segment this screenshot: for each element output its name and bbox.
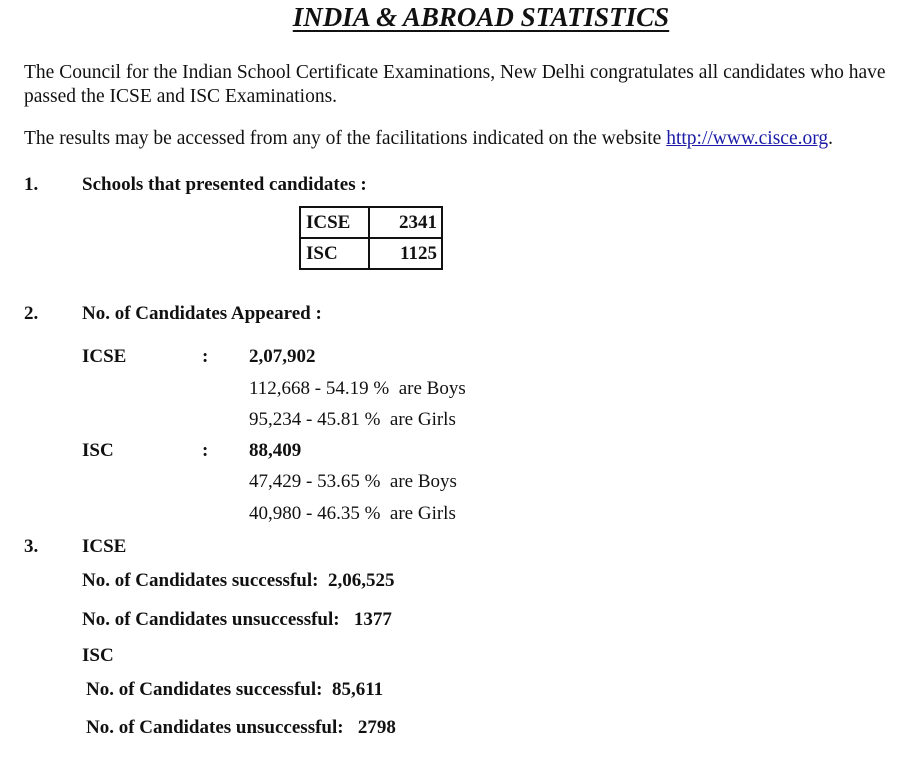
isc-successful: No. of Candidates successful: 85,611: [86, 679, 384, 700]
icse-girls-stat: 95,234 - 45.81 % are Girls: [249, 409, 456, 430]
results-text: The results may be accessed from any of the facilitations indicated on the website: [24, 128, 667, 149]
table-cell-count: 2341: [369, 207, 442, 238]
icse-appeared-label: ICSE: [82, 346, 127, 367]
section-2-heading: No. of Candidates Appeared :: [82, 303, 322, 324]
section-1-heading: Schools that presented candidates :: [82, 174, 367, 195]
isc-results-label: ISC: [82, 645, 114, 666]
page-title: INDIA & ABROAD STATISTICS: [292, 2, 670, 32]
table-cell-count: 1125: [369, 238, 442, 269]
icse-results-label: ICSE: [82, 536, 127, 557]
intro-line-2: passed the ICSE and ISC Examinations.: [24, 86, 338, 107]
icse-unsuccessful: No. of Candidates unsuccessful: 1377: [82, 609, 392, 630]
schools-table: [299, 206, 443, 270]
section-3-number: 3.: [24, 536, 39, 557]
isc-appeared-total: 88,409: [249, 440, 302, 461]
isc-girls-stat: 40,980 - 46.35 % are Girls: [249, 503, 456, 524]
icse-appeared-colon: :: [202, 346, 209, 367]
cisce-website-link[interactable]: http://www.cisce.org: [666, 128, 829, 149]
isc-appeared-colon: :: [202, 440, 209, 461]
results-paragraph: [24, 127, 833, 151]
icse-successful: No. of Candidates successful: 2,06,525: [82, 570, 395, 591]
section-2-number: 2.: [24, 303, 39, 324]
table-cell-exam: ICSE: [300, 207, 369, 238]
intro-line-1: The Council for the Indian School Certificate Examinations, New Delhi congratulates all candidates who have: [24, 62, 886, 83]
results-end: .: [828, 128, 834, 149]
icse-appeared-total: 2,07,902: [249, 346, 316, 367]
table-row: [300, 238, 442, 269]
isc-unsuccessful: No. of Candidates unsuccessful: 2798: [86, 717, 396, 738]
icse-boys-stat: 112,668 - 54.19 % are Boys: [249, 378, 466, 399]
section-1-number: 1.: [24, 174, 39, 195]
isc-appeared-label: ISC: [82, 440, 114, 461]
table-cell-exam: ISC: [300, 238, 369, 269]
table-row: [300, 207, 442, 238]
isc-boys-stat: 47,429 - 53.65 % are Boys: [249, 471, 457, 492]
